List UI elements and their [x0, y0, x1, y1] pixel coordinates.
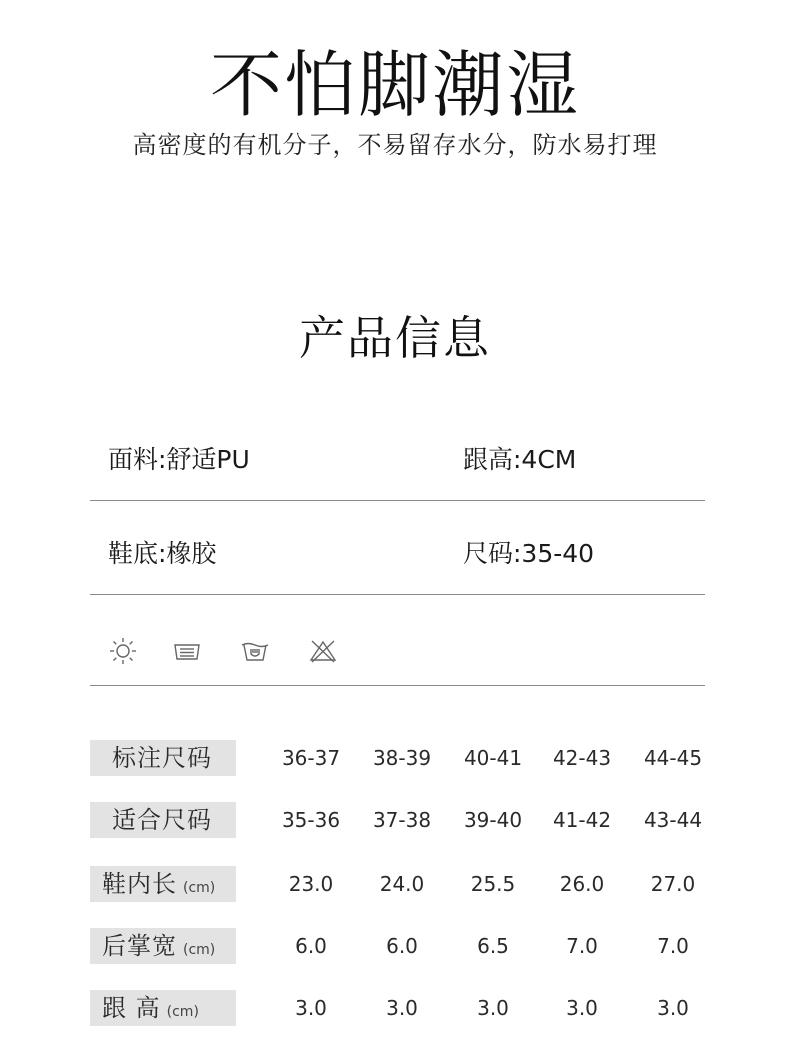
- table-cell: 36-37: [281, 746, 341, 770]
- row-label: [90, 990, 236, 1026]
- row-label-unit: (cm): [166, 1004, 199, 1020]
- row-label-text: 跟 高: [102, 994, 161, 1022]
- divider: [90, 685, 705, 686]
- row-label-text: 后掌宽: [102, 932, 177, 960]
- table-cell: 27.0: [650, 872, 696, 896]
- heel-height-spec: 跟高:4CM: [463, 445, 577, 474]
- table-cell: 24.0: [379, 872, 425, 896]
- row-label: [90, 802, 236, 838]
- table-cell: 3.0: [477, 996, 509, 1020]
- table-cell: 7.0: [657, 934, 689, 958]
- table-row: [0, 862, 790, 906]
- table-cell: 41-42: [552, 808, 612, 832]
- row-label-text: 标注尺码: [112, 744, 212, 772]
- table-cell: 6.0: [386, 934, 418, 958]
- product-info-title: 产品信息: [299, 311, 491, 365]
- no-bleach-icon: [308, 636, 338, 666]
- table-cell: 25.5: [470, 872, 516, 896]
- row-label-unit: (cm): [183, 880, 216, 896]
- table-cell: 3.0: [657, 996, 689, 1020]
- table-cell: 39-40: [463, 808, 523, 832]
- table-cell: 7.0: [566, 934, 598, 958]
- table-cell: 6.5: [477, 934, 509, 958]
- table-cell: 37-38: [372, 808, 432, 832]
- row-label: [90, 866, 236, 902]
- row-label: [90, 740, 236, 776]
- row-label-text: 适合尺码: [112, 806, 212, 834]
- sole-spec: 鞋底:橡胶: [108, 539, 217, 568]
- hand-wash-icon: [172, 636, 202, 666]
- divider: [90, 594, 705, 595]
- table-row: [0, 736, 790, 780]
- table-cell: 35-36: [281, 808, 341, 832]
- row-label-text: 鞋内长: [102, 870, 177, 898]
- sun-dry-icon: [108, 636, 138, 666]
- divider: [90, 500, 705, 501]
- table-cell: 42-43: [552, 746, 612, 770]
- table-cell: 23.0: [288, 872, 334, 896]
- table-cell: 40-41: [463, 746, 523, 770]
- table-cell: 44-45: [643, 746, 703, 770]
- table-cell: 43-44: [643, 808, 703, 832]
- table-cell: 26.0: [559, 872, 605, 896]
- table-cell: 38-39: [372, 746, 432, 770]
- table-row: [0, 798, 790, 842]
- size-range-spec: 尺码:35-40: [463, 539, 595, 568]
- table-cell: 3.0: [566, 996, 598, 1020]
- hero-subtitle: 高密度的有机分子，不易留存水分，防水易打理: [132, 131, 658, 159]
- table-cell: 6.0: [295, 934, 327, 958]
- table-row: [0, 924, 790, 968]
- table-cell: 3.0: [295, 996, 327, 1020]
- table-row: [0, 986, 790, 1030]
- fabric-spec: 面料:舒适PU: [108, 445, 250, 474]
- hero-title: 不怕脚潮湿: [209, 43, 580, 127]
- table-cell: 3.0: [386, 996, 418, 1020]
- wash-basin-icon: [240, 636, 270, 666]
- row-label: [90, 928, 236, 964]
- row-label-unit: (cm): [183, 942, 216, 958]
